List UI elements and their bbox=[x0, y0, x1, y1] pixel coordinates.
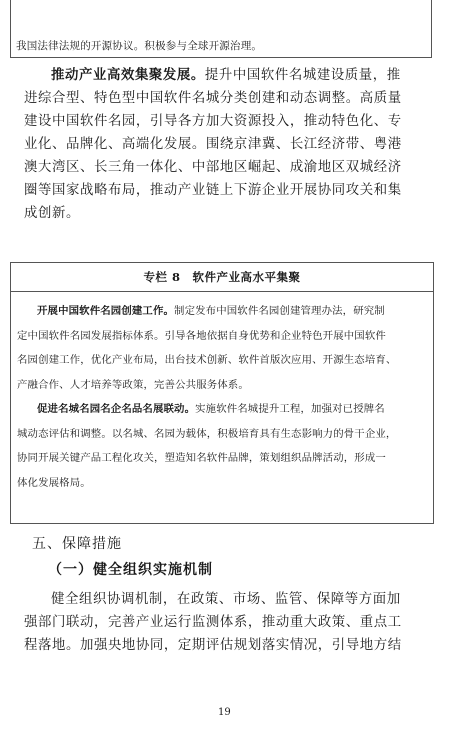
paragraph-line: 进综合型、特色型中国软件名城分类创建和动态调整。高质量 bbox=[24, 91, 402, 106]
box-item-text: 实施软件名城提升工程，加强对已授牌名 bbox=[195, 403, 385, 415]
paragraph-line: 澳大湾区、长三角一体化、中部地区崛起、成渝地区双城经济 bbox=[24, 160, 402, 175]
box-line: 定中国软件名园发展指标体系。引导各地依据自身优势和企业特色开展中国软件 bbox=[17, 329, 386, 342]
box-line bbox=[17, 299, 427, 324]
feature-box-body bbox=[17, 299, 427, 495]
paragraph-organization bbox=[24, 588, 432, 657]
subsection-heading: （一）健全组织实施机制 bbox=[48, 562, 213, 578]
box-line: 城动态评估和调整。以名城、名园为载体，积极培育具有生态影响力的骨干企业， bbox=[17, 427, 397, 440]
box-line: 协同开展关键产品工程化攻关，塑造知名软件品牌，策划组织品牌活动，形成一 bbox=[17, 452, 386, 464]
paragraph-line bbox=[24, 588, 432, 611]
paragraph-line: 建设中国软件名园，引导各方加大资源投入，推动特色化、专 bbox=[24, 114, 402, 129]
box-line: 体化发展格局。 bbox=[17, 476, 91, 489]
box-line: 名园创建工作，优化产业布局，出台技术创新、软件首版次应用、开源生态培育、 bbox=[17, 354, 397, 366]
box-line bbox=[17, 397, 427, 422]
paragraph-text: 健全组织协调机制，在政策、市场、监管、保障等方面加 bbox=[51, 592, 401, 607]
box-item-lead: 促进名城名园名企名品名展联动。 bbox=[37, 403, 196, 415]
paragraph-industry-cluster bbox=[24, 64, 432, 225]
section-heading: 五、保障措施 bbox=[32, 536, 122, 552]
paragraph-line: 圈等国家战略布局，推动产业链上下游企业开展协同攻关和集 bbox=[24, 183, 402, 198]
paragraph-line: 程落地。加强央地协同，定期评估规划落实情况，引导地方结 bbox=[24, 638, 402, 653]
feature-box-column-8 bbox=[10, 262, 434, 524]
paragraph-line: 业化、品牌化、高端化发展。围绕京津冀、长江经济带、粤港 bbox=[24, 137, 402, 152]
paragraph-line bbox=[24, 64, 432, 87]
feature-box-title: 专栏 8 软件产业高水平集聚 bbox=[11, 263, 433, 292]
paragraph-lead: 推动产业高效集聚发展。 bbox=[51, 67, 205, 83]
box-item-lead: 开展中国软件名园创建工作。 bbox=[37, 305, 175, 317]
paragraph-text: 提升中国软件名城建设质量，推 bbox=[204, 68, 401, 83]
page-number: 19 bbox=[218, 707, 231, 718]
box-item-text: 制定发布中国软件名园创建管理办法，研究制 bbox=[174, 305, 385, 317]
box-line: 产融合作、人才培养等政策，完善公共服务体系。 bbox=[17, 378, 249, 391]
continuation-box-text: 我国法律法规的开源协议。积极参与全球开源治理。 bbox=[16, 40, 263, 52]
paragraph-line: 强部门联动，完善产业运行监测体系，推动重大政策、重点工 bbox=[24, 615, 402, 630]
paragraph-line: 成创新。 bbox=[24, 206, 80, 221]
